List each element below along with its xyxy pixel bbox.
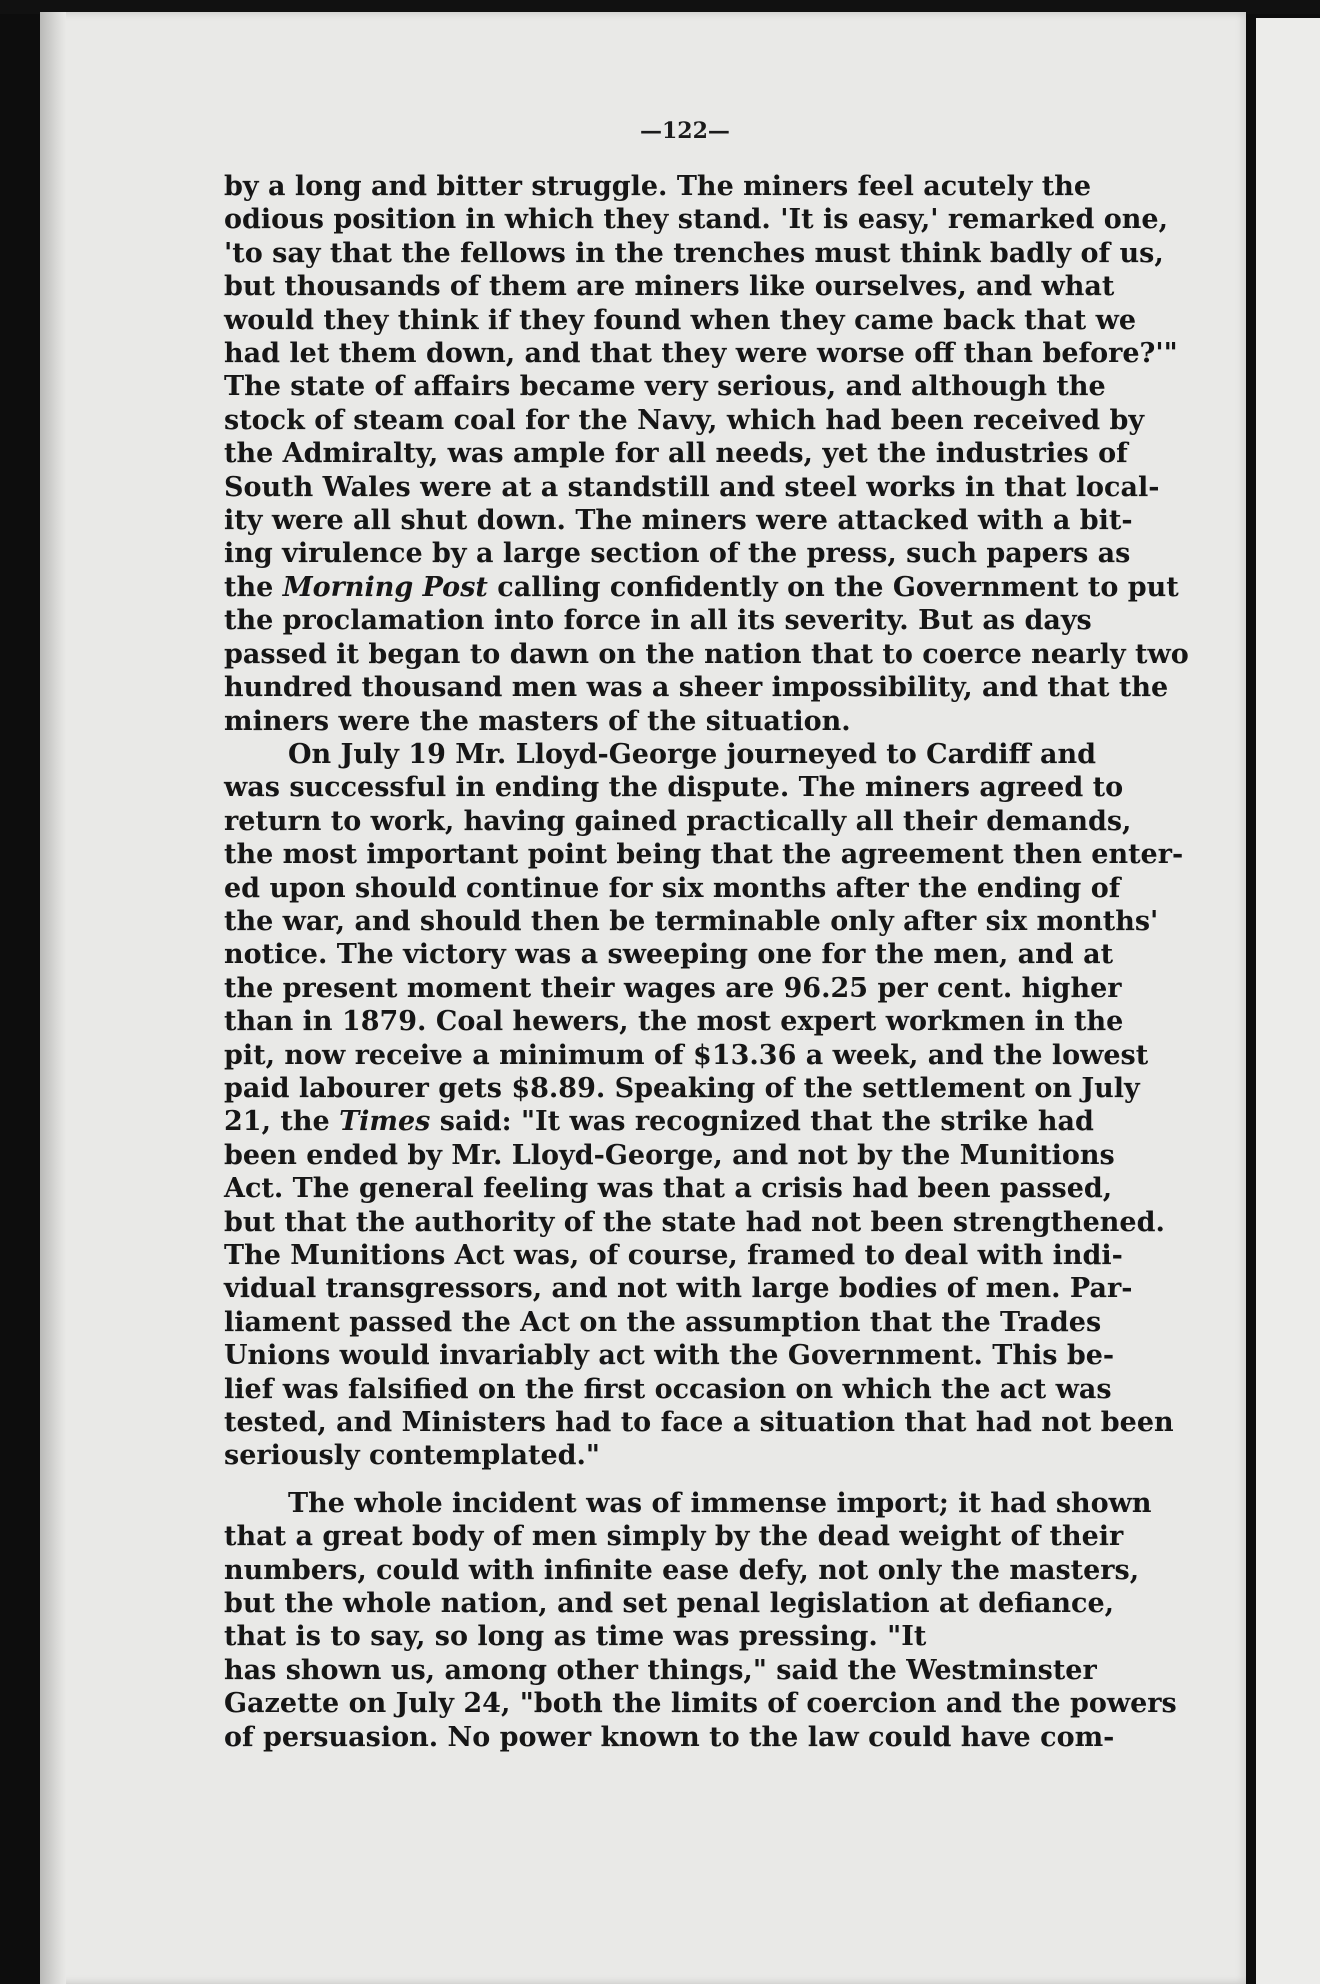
- paragraph: [224, 738, 1184, 1473]
- text-line: Unions would invariably act with the Government. This be-: [224, 1340, 1115, 1372]
- text-line: The Munitions Act was, of course, framed to deal with indi-: [224, 1240, 1123, 1271]
- text-line: pit, now receive a minimum of $13.36 a week, and the lowest: [224, 1039, 1149, 1071]
- text-line: by a long and bitter struggle. The miners feel acutely the: [224, 171, 1092, 202]
- text-line: would they think if they found when they came back that we: [224, 304, 1137, 336]
- text-line: 'to say that the fellows in the trenches must think badly of us,: [224, 237, 1164, 269]
- text-line: stock of steam coal for the Navy, which had been received by: [224, 404, 1145, 436]
- text-line: but thousands of them are miners like ourselves, and what: [224, 271, 1115, 303]
- text-line: tested, and Ministers had to face a situation that had not been: [224, 1407, 1174, 1439]
- text-line: has shown us, among other things," said the Westminster: [224, 1654, 1097, 1686]
- text-line: Act. The general feeling was that a crisis had been passed,: [224, 1173, 1113, 1205]
- adjacent-page-edge: [1256, 18, 1320, 1984]
- text-line: the war, and should then be terminable only after six months': [224, 905, 1159, 937]
- text-line: numbers, could with infinite ease defy, not only the masters,: [224, 1554, 1140, 1586]
- text-line: but the whole nation, and set penal legislation at defiance,: [224, 1588, 1115, 1620]
- text-line: been ended by Mr. Lloyd-George, and not by the Munitions: [224, 1139, 1115, 1171]
- text-line: The state of affairs became very serious, and although the: [224, 371, 1106, 403]
- text-line: hundred thousand men was a sheer impossibility, and that the: [224, 672, 1169, 704]
- text-line: ed upon should continue for six months after the ending of: [224, 872, 1121, 904]
- text-line: notice. The victory was a sweeping one for the men, and at: [224, 939, 1114, 971]
- text-line: paid labourer gets $8.89. Speaking of the settlement on July: [224, 1072, 1140, 1104]
- text-line: liament passed the Act on the assumption that the Trades: [224, 1306, 1102, 1338]
- text-line: ing virulence by a large section of the press, such papers as: [224, 538, 1131, 570]
- page-gutter: [40, 12, 66, 1984]
- text-line: return to work, having gained practically all their demands,: [224, 805, 1132, 837]
- text-line: that is to say, so long as time was pressing. "It: [224, 1621, 927, 1653]
- text-run: the: [224, 571, 283, 603]
- text-line: South Wales were at a standstill and steel works in that local-: [224, 471, 1160, 503]
- italic-title: Morning Post: [282, 571, 488, 603]
- text-line: passed it began to dawn on the nation that to coerce nearly two: [224, 638, 1189, 670]
- text-run: said: "It was recognized that the strike had: [430, 1106, 1094, 1138]
- text-run: 21, the: [224, 1106, 340, 1138]
- text-line: ity were all shut down. The miners were attacked with a bit-: [224, 505, 1133, 537]
- text-line: On July 19 Mr. Lloyd-George journeyed to Cardiff and: [288, 738, 1097, 770]
- text-line: than in 1879. Coal hewers, the most expert workmen in the: [224, 1006, 1124, 1038]
- italic-title: Times: [339, 1106, 431, 1138]
- text-line: odious position in which they stand. 'It is easy,' remarked one,: [224, 204, 1168, 236]
- body-text: [224, 170, 1189, 1754]
- text-line: lief was falsified on the first occasion on which the act was: [224, 1373, 1112, 1405]
- text-line: Gazette on July 24, "both the limits of coercion and the powers: [224, 1688, 1177, 1720]
- text-run: calling confidently on the Government to put: [487, 571, 1179, 603]
- paragraph: [224, 170, 1189, 738]
- text-line: had let them down, and that they were worse off than before?'": [224, 338, 1178, 370]
- page-number: —122—: [640, 118, 730, 144]
- text-line: that a great body of men simply by the dead weight of their: [224, 1521, 1124, 1553]
- text-line: but that the authority of the state had not been strengthened.: [224, 1206, 1165, 1238]
- text-line: the present moment their wages are 96.25 per cent. higher: [224, 972, 1122, 1004]
- text-line: [224, 1105, 1140, 1138]
- text-line: of persuasion. No power known to the law could have com-: [224, 1721, 1115, 1753]
- text-line: vidual transgressors, and not with large bodies of men. Par-: [224, 1273, 1133, 1305]
- text-line: was successful in ending the dispute. The miners agreed to: [224, 772, 1124, 804]
- text-line: the proclamation into force in all its severity. But as days: [224, 605, 1092, 637]
- text-line: seriously contemplated.": [224, 1440, 600, 1472]
- text-line: [224, 571, 1179, 604]
- text-line: the most important point being that the agreement then enter-: [224, 839, 1184, 871]
- text-line: the Admiralty, was ample for all needs, yet the industries of: [224, 438, 1128, 470]
- text-line: The whole incident was of immense import; it had shown: [288, 1487, 1152, 1519]
- paragraph: [224, 1487, 1177, 1754]
- text-line: miners were the masters of the situation.: [224, 705, 851, 737]
